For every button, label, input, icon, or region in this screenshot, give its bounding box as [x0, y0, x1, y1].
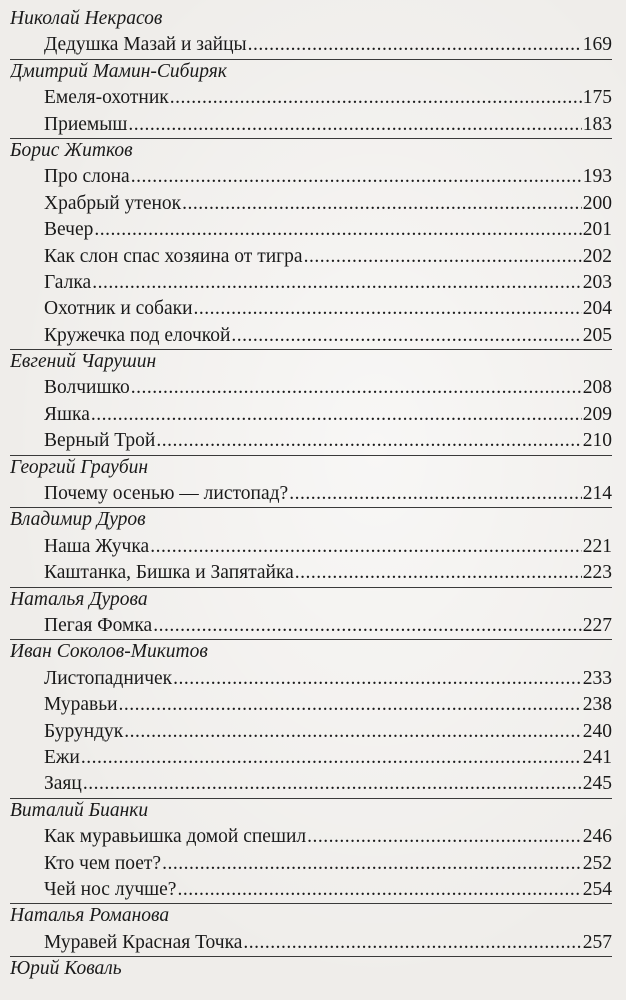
dot-leader	[94, 217, 581, 243]
toc-entry-title: Наша Жучка	[44, 535, 150, 557]
toc-entry-title: Муравей Красная Точка	[44, 931, 243, 953]
toc-entry-page-number: 193	[582, 166, 612, 188]
toc-entry[interactable]	[10, 692, 612, 718]
toc-entry-page-number: 202	[582, 245, 612, 267]
toc-author-heading: Виталий Бианки	[10, 798, 612, 824]
toc-entry-page-number: 223	[582, 562, 612, 584]
toc-entry[interactable]	[10, 217, 612, 243]
dot-leader	[150, 534, 582, 560]
toc-entry[interactable]	[10, 613, 612, 639]
toc-author-heading: Наталья Романова	[10, 903, 612, 929]
toc-entry-page-number: 240	[582, 720, 612, 742]
toc-entry-page-number: 227	[582, 614, 612, 636]
toc-entry-page-number: 245	[582, 773, 612, 795]
toc-author-heading: Дмитрий Мамин-Сибиряк	[10, 59, 612, 85]
toc-entry-page-number: 241	[582, 746, 612, 768]
toc-entry-page-number: 203	[582, 271, 612, 293]
toc-entry-title: Дедушка Мазай и зайцы	[44, 34, 247, 56]
dot-leader	[124, 719, 581, 745]
dot-leader	[173, 666, 582, 692]
toc-entry-title: Муравьи	[44, 694, 118, 716]
toc-entry-title: Яшка	[44, 403, 90, 425]
toc-entry-page-number: 221	[582, 535, 612, 557]
dot-leader	[295, 560, 582, 586]
table-of-contents	[10, 0, 612, 982]
toc-entry-title: Заяц	[44, 773, 82, 795]
toc-entry[interactable]	[10, 270, 612, 296]
toc-entry-page-number: 214	[582, 483, 612, 505]
dot-leader	[128, 112, 581, 138]
toc-entry-page-number: 254	[582, 878, 612, 900]
toc-author-heading: Борис Житков	[10, 138, 612, 164]
toc-entry[interactable]	[10, 560, 612, 586]
dot-leader	[170, 85, 582, 111]
toc-entry-title: Листопадничек	[44, 667, 173, 689]
toc-entry[interactable]	[10, 666, 612, 692]
dot-leader	[131, 164, 582, 190]
toc-entry-page-number: 210	[582, 430, 612, 452]
dot-leader	[307, 824, 582, 850]
toc-entry[interactable]	[10, 85, 612, 111]
toc-entry-title: Приемыш	[44, 113, 128, 135]
toc-entry-title: Чей нос лучше?	[44, 878, 177, 900]
toc-entry-title: Бурундук	[44, 720, 124, 742]
toc-entry-title: Кружечка под елочкой	[44, 324, 231, 346]
toc-entry-title: Волчишко	[44, 377, 130, 399]
toc-entry-page-number: 205	[582, 324, 612, 346]
toc-entry-title: Верный Трой	[44, 430, 156, 452]
toc-entry-title: Как слон спас хозяина от тигра	[44, 245, 303, 267]
dot-leader	[153, 613, 582, 639]
toc-entry[interactable]	[10, 402, 612, 428]
dot-leader	[162, 851, 582, 877]
toc-entry[interactable]	[10, 930, 612, 956]
toc-entry-title: Каштанка, Бишка и Запятайка	[44, 562, 294, 584]
dot-leader	[156, 428, 581, 454]
toc-entry-title: Кто чем поет?	[44, 852, 162, 874]
toc-entry-title: Храбрый утенок	[44, 192, 182, 214]
dot-leader	[289, 481, 582, 507]
toc-author-heading: Николай Некрасов	[10, 8, 163, 29]
toc-author-heading: Юрий Коваль	[10, 956, 612, 982]
toc-entry[interactable]	[10, 296, 612, 322]
toc-entry[interactable]	[10, 112, 612, 138]
toc-entry-title: Вечер	[44, 219, 94, 241]
toc-entry[interactable]	[10, 719, 612, 745]
toc-entry[interactable]	[10, 32, 612, 58]
toc-author-heading: Иван Соколов-Микитов	[10, 639, 612, 665]
dot-leader	[177, 877, 581, 903]
toc-entry-page-number: 175	[582, 87, 612, 109]
toc-entry[interactable]	[10, 851, 612, 877]
toc-entry-page-number: 257	[582, 931, 612, 953]
toc-entry-title: Пегая Фомка	[44, 614, 153, 636]
toc-entry-title: Про слона	[44, 166, 130, 188]
toc-entry-title: Галка	[44, 271, 92, 293]
toc-entry-page-number: 246	[582, 826, 612, 848]
toc-entry[interactable]	[10, 481, 612, 507]
toc-entry-page-number: 208	[582, 377, 612, 399]
dot-leader	[119, 692, 582, 718]
toc-entry-page-number: 169	[582, 34, 612, 56]
dot-leader	[92, 270, 582, 296]
toc-author-heading: Евгений Чарушин	[10, 349, 612, 375]
toc-entry-page-number: 252	[582, 852, 612, 874]
toc-entry[interactable]	[10, 771, 612, 797]
toc-entry-page-number: 200	[582, 192, 612, 214]
dot-leader	[81, 745, 582, 771]
dot-leader	[248, 32, 582, 58]
toc-entry-title: Ежи	[44, 746, 80, 768]
toc-entry-page-number: 233	[582, 667, 612, 689]
toc-entry[interactable]	[10, 323, 612, 349]
toc-entry-title: Как муравьишка домой спешил	[44, 826, 307, 848]
dot-leader	[194, 296, 582, 322]
toc-entry-title: Охотник и собаки	[44, 298, 193, 320]
toc-entry[interactable]	[10, 824, 612, 850]
toc-entry-page-number: 183	[582, 113, 612, 135]
toc-entry[interactable]	[10, 244, 612, 270]
toc-entry-title: Почему осенью — листопад?	[44, 483, 289, 505]
toc-entry-page-number: 209	[582, 403, 612, 425]
toc-entry[interactable]	[10, 428, 612, 454]
dot-leader	[304, 244, 582, 270]
toc-entry-title: Емеля-охотник	[44, 87, 169, 109]
toc-entry[interactable]	[10, 191, 612, 217]
toc-entry-page-number: 238	[582, 694, 612, 716]
toc-entry[interactable]	[10, 164, 612, 190]
dot-leader	[91, 402, 582, 428]
toc-entry-page-number: 201	[582, 219, 612, 241]
toc-entry[interactable]	[10, 534, 612, 560]
dot-leader	[83, 771, 582, 797]
toc-entry[interactable]	[10, 745, 612, 771]
dot-leader	[182, 191, 582, 217]
dot-leader	[131, 375, 582, 401]
dot-leader	[243, 930, 581, 956]
toc-author-heading: Владимир Дуров	[10, 507, 612, 533]
toc-entry-page-number: 204	[582, 298, 612, 320]
toc-author-heading: Наталья Дурова	[10, 587, 612, 613]
dot-leader	[231, 323, 581, 349]
toc-author-heading: Георгий Граубин	[10, 455, 612, 481]
toc-entry[interactable]	[10, 375, 612, 401]
toc-entry[interactable]	[10, 877, 612, 903]
